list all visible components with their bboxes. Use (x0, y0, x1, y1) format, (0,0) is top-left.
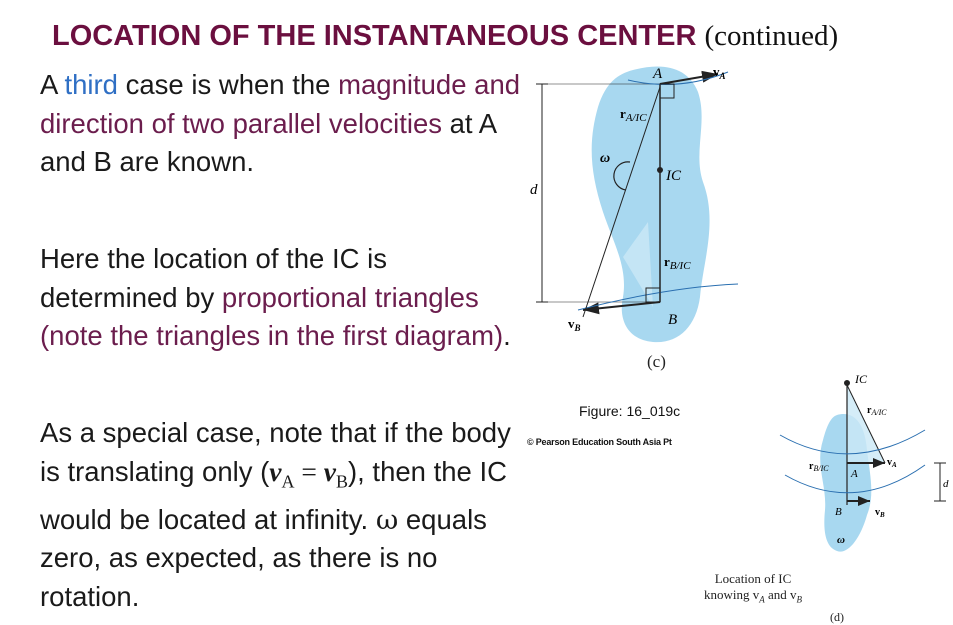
label-A-d: A (851, 468, 858, 480)
label-d: d (530, 182, 538, 198)
caption-d-sub1: A (759, 594, 765, 605)
label-IC: IC (666, 168, 681, 184)
eq-v1: v (269, 455, 282, 487)
caption-d-line1: Location of IC (714, 571, 792, 586)
eq-equals: = (294, 455, 324, 487)
omega-symbol: ω (375, 503, 399, 536)
label-rBIC: $r_{B/IC}$ (664, 254, 691, 272)
eq-sub1: A (281, 471, 295, 491)
label-rBIC-d: $r_{B/IC}$ (809, 461, 829, 473)
p1-text-a: A (40, 69, 65, 100)
title-main: LOCATION OF THE INSTANTANEOUS CENTER (52, 20, 697, 52)
p1-highlight-third: third (64, 69, 118, 100)
label-A: A (653, 66, 663, 82)
p2-highlight-triangles: proportional triangles (note the triangles in the first diagram) (40, 281, 504, 351)
label-rAIC: $r_{A/IC}$ (620, 106, 647, 124)
eq-v2: v (323, 455, 336, 487)
caption-d-text-b: and v (764, 587, 797, 602)
label-rAIC-d: $r_{A/IC}$ (867, 405, 887, 417)
label-omega-d: ω (837, 534, 845, 546)
figure-d-diagram (775, 365, 953, 570)
equation-va-vb (269, 455, 348, 491)
label-B-d: B (835, 506, 842, 518)
label-d-d: d (943, 478, 949, 490)
p1-highlight-velocities: magnitude and direction of two parallel velocities (40, 69, 521, 139)
label-vA: $v_A$ (713, 64, 726, 81)
p3-text-c: equals zero, as expected, as there is no rotation. (40, 503, 487, 612)
p2-text-c: . (503, 320, 511, 351)
eq-sub2: B (335, 471, 348, 491)
ic-point (657, 167, 663, 173)
figure-d-caption (678, 571, 828, 608)
label-vA-d: $v_A$ (887, 457, 897, 469)
copyright-notice: © Pearson Education South Asia Pt (527, 437, 672, 447)
label-IC-d: IC (855, 372, 867, 386)
figure-c-caption: (c) (647, 352, 666, 371)
caption-d-sub2: B (796, 594, 803, 605)
p3-text-a: As a special case, note that if the body is translating only ( (40, 417, 511, 487)
figure-d-label: (d) (830, 610, 844, 624)
paragraph-proportional (40, 240, 530, 356)
title-suffix: (continued) (704, 20, 839, 52)
figure-c-diagram (528, 62, 758, 352)
caption-d-line2 (678, 587, 828, 608)
label-omega: ω (600, 151, 611, 166)
label-vB-d: $v_B$ (875, 507, 885, 519)
paragraph-special-case (40, 414, 530, 616)
paragraph-third-case (40, 66, 530, 182)
p3-text-b: ), then the IC would be located at infinity. (40, 455, 507, 535)
caption-d-text-a: knowing v (703, 587, 760, 602)
figure-id: Figure: 16_019c (579, 403, 681, 419)
p2-text-a: Here the location of the IC is determined by (40, 243, 387, 313)
label-vB: $v_B$ (568, 316, 581, 333)
p1-text-c: case is when the (117, 69, 339, 100)
label-B: B (668, 312, 678, 328)
p1-text-e: at A and B are known. (40, 107, 496, 177)
slide-title (52, 20, 838, 53)
